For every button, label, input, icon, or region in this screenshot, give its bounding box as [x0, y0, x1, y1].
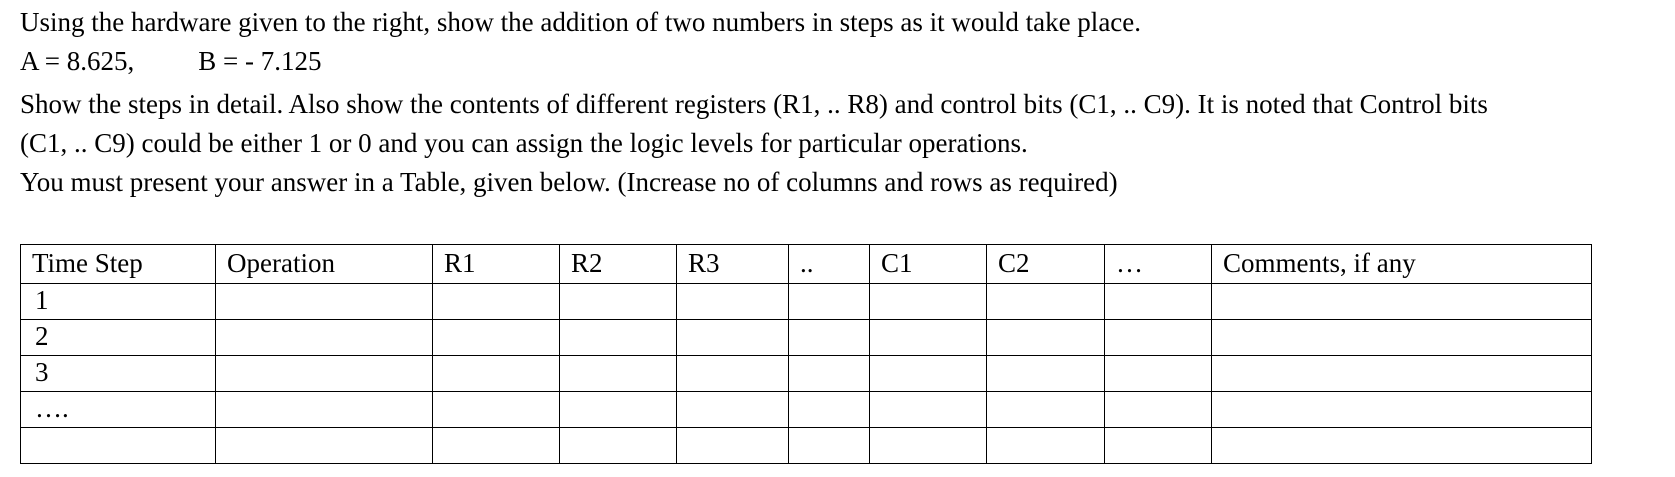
cell-operation [216, 428, 433, 464]
cell-operation [216, 284, 433, 320]
cell-r2 [560, 320, 677, 356]
cell-more-registers [789, 356, 870, 392]
cell-time-step: …. [21, 392, 216, 428]
cell-more-registers [789, 284, 870, 320]
cell-more-control-bits [1105, 284, 1212, 320]
operand-b: B = - 7.125 [198, 46, 322, 76]
cell-r3 [677, 320, 789, 356]
cell-r1 [433, 356, 560, 392]
table-row [21, 320, 1592, 356]
cell-operation [216, 356, 433, 392]
cell-more-control-bits [1105, 392, 1212, 428]
cell-operation [216, 392, 433, 428]
header-c1: C1 [870, 245, 987, 284]
cell-c2 [987, 356, 1105, 392]
cell-r1 [433, 320, 560, 356]
header-comments: Comments, if any [1212, 245, 1592, 284]
header-time-step: Time Step [21, 245, 216, 284]
cell-c2 [987, 392, 1105, 428]
cell-time-step: 2 [21, 320, 216, 356]
header-operation: Operation [216, 245, 433, 284]
operand-a: A = 8.625, [20, 46, 135, 76]
header-r3: R3 [677, 245, 789, 284]
cell-more-registers [789, 428, 870, 464]
table-row [21, 356, 1592, 392]
cell-c1 [870, 392, 987, 428]
table-header-row [21, 245, 1592, 284]
cell-r2 [560, 392, 677, 428]
table-row [21, 284, 1592, 320]
cell-comments [1212, 392, 1592, 428]
cell-more-control-bits [1105, 356, 1212, 392]
cell-c1 [870, 428, 987, 464]
cell-more-control-bits [1105, 428, 1212, 464]
cell-comments [1212, 320, 1592, 356]
cell-c2 [987, 320, 1105, 356]
table-body [21, 284, 1592, 464]
cell-r1 [433, 392, 560, 428]
cell-r3 [677, 356, 789, 392]
header-c2: C2 [987, 245, 1105, 284]
cell-operation [216, 320, 433, 356]
cell-comments [1212, 284, 1592, 320]
cell-comments [1212, 356, 1592, 392]
cell-more-registers [789, 320, 870, 356]
question-line-4: (C1, .. C9) could be either 1 or 0 and you can assign the logic levels for particular operations. [20, 128, 1028, 158]
cell-c1 [870, 356, 987, 392]
question-line-3: Show the steps in detail. Also show the contents of different registers (R1, .. R8) and control bits (C1, .. C9). It is noted that Control bits [20, 89, 1488, 119]
answer-table [20, 244, 1592, 464]
table-row [21, 392, 1592, 428]
cell-comments [1212, 428, 1592, 464]
table-row [21, 428, 1592, 464]
header-r1: R1 [433, 245, 560, 284]
header-more-control-bits: … [1105, 245, 1212, 284]
cell-c2 [987, 284, 1105, 320]
cell-c1 [870, 284, 987, 320]
operand-values [20, 45, 321, 77]
header-more-registers: .. [789, 245, 870, 284]
cell-r3 [677, 428, 789, 464]
cell-more-control-bits [1105, 320, 1212, 356]
question-line-1: Using the hardware given to the right, show the addition of two numbers in steps as it would take place. [20, 7, 1142, 37]
cell-more-registers [789, 392, 870, 428]
cell-r1 [433, 284, 560, 320]
cell-r2 [560, 284, 677, 320]
cell-r3 [677, 392, 789, 428]
cell-c1 [870, 320, 987, 356]
cell-r1 [433, 428, 560, 464]
cell-time-step: 3 [21, 356, 216, 392]
cell-time-step: 1 [21, 284, 216, 320]
cell-r2 [560, 428, 677, 464]
cell-r3 [677, 284, 789, 320]
cell-r2 [560, 356, 677, 392]
question-line-5: You must present your answer in a Table, given below. (Increase no of columns and rows as required) [20, 167, 1118, 197]
header-r2: R2 [560, 245, 677, 284]
cell-time-step [21, 428, 216, 464]
cell-c2 [987, 428, 1105, 464]
